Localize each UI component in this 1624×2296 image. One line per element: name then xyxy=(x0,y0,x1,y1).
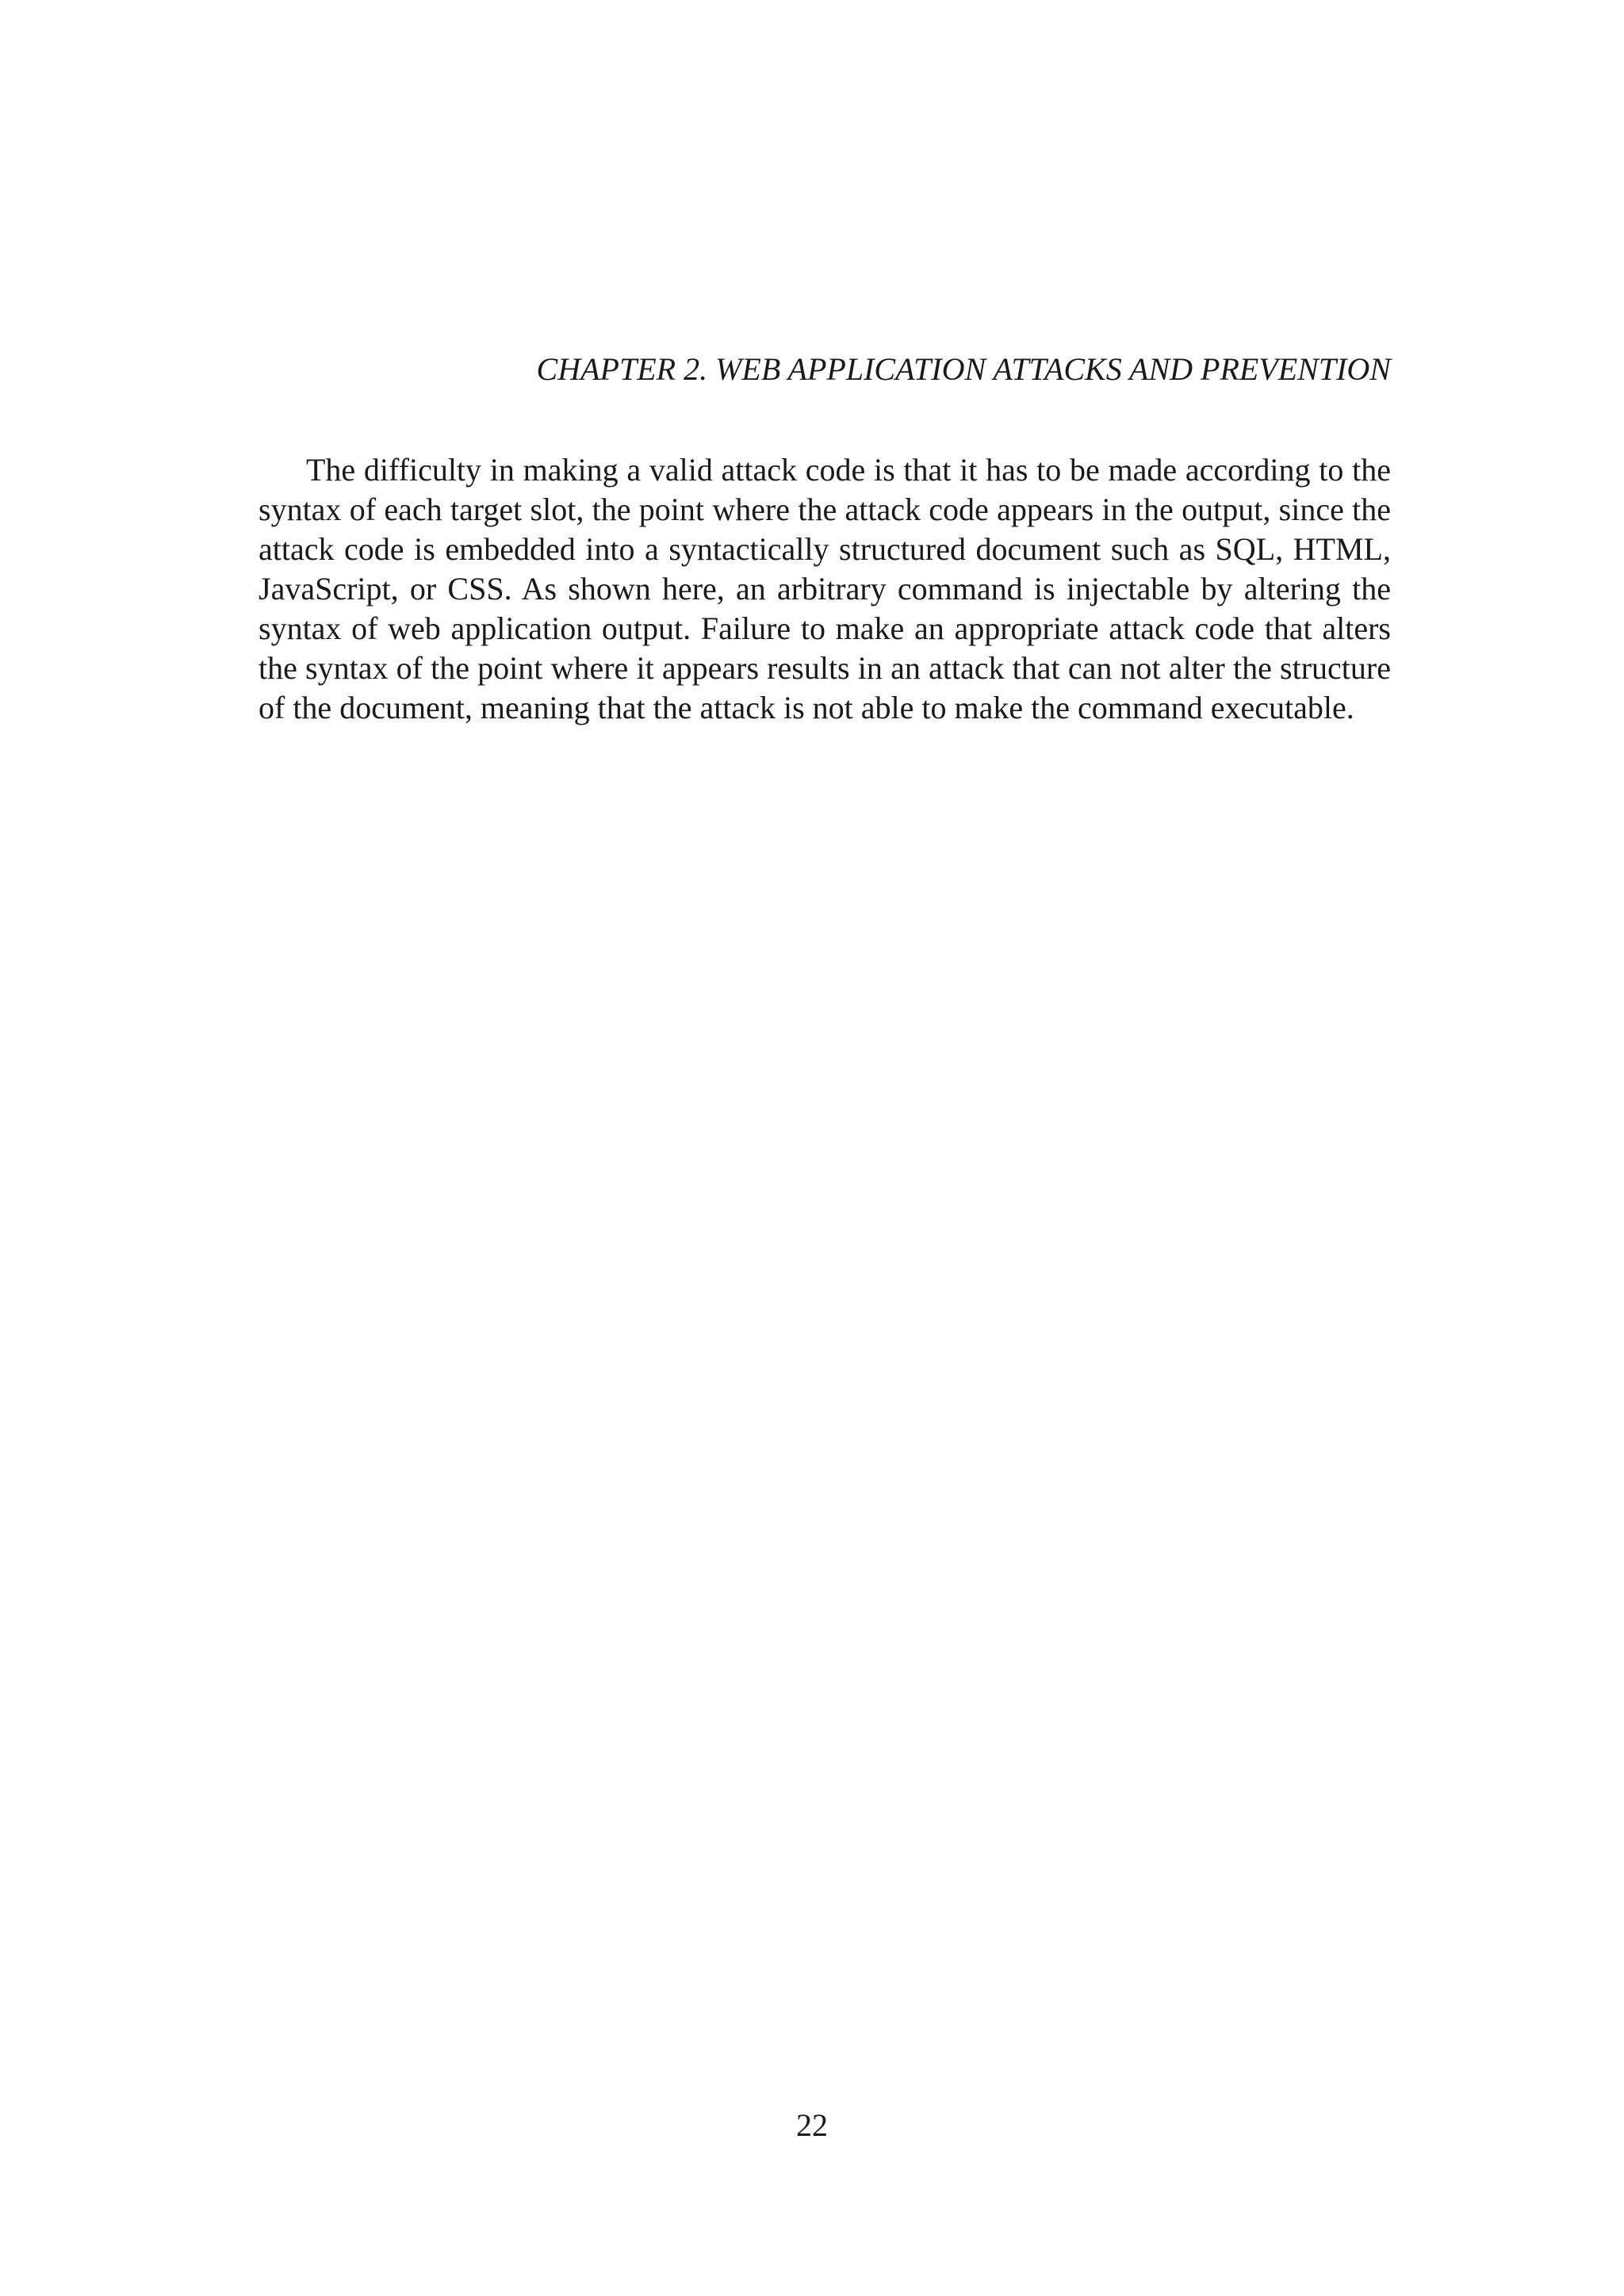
page-number: 22 xyxy=(796,2107,828,2143)
running-header: CHAPTER 2. WEB APPLICATION ATTACKS AND PREVENTION xyxy=(536,351,1391,387)
body-paragraph: The difficulty in making a valid attack code is that it has to be made according to the syntax of each target slot, the point where the attack code appears in the output, since the attack code is embedded into a syntactically structured document such as SQL, HTML, JavaScript, or CSS. As shown here, an arbitrary command is injectable by altering the syntax of web application output. Failure to make an appropriate attack code that alters the syntax of the point where it appears results in an attack that can not alter the structure of the document, meaning that the attack is not able to make the command executable. xyxy=(259,452,1391,725)
